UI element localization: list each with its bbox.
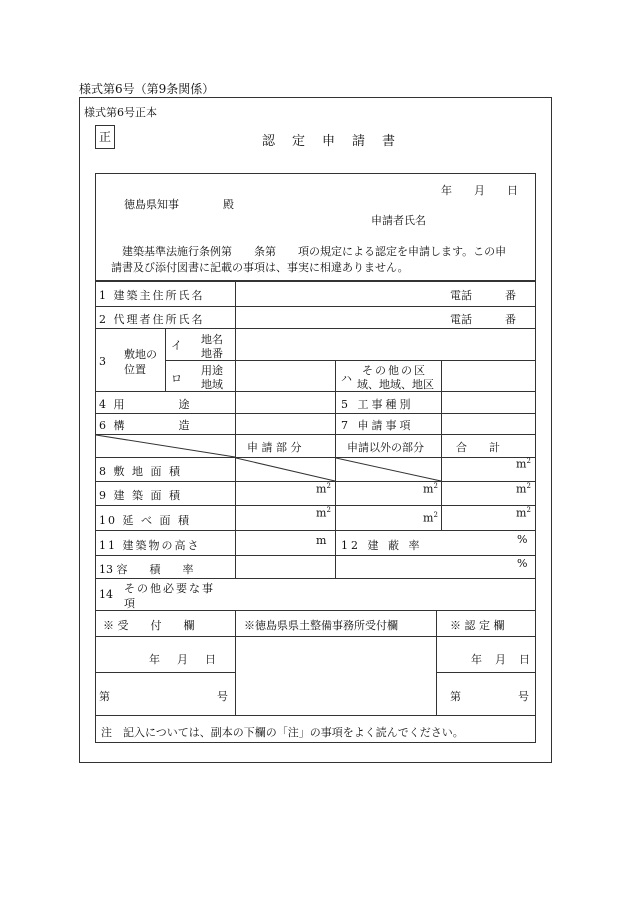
row-3-i-a: 地名: [201, 333, 223, 346]
row-3-ha-mark: ハ: [341, 372, 352, 385]
office-reception-label: ※徳島県県土整備事務所受付欄: [244, 619, 398, 632]
col-total-header: 合 計: [456, 441, 500, 454]
date-line: 年 月 日: [441, 184, 518, 197]
row-3-i-b: 地番: [201, 347, 223, 360]
row-5-label: 5 工事種別: [341, 398, 414, 411]
row-9-label: 9 建 築 面 積: [99, 489, 182, 502]
row-1-phone: 電話 番: [450, 289, 516, 302]
row-1-label: 1 建築主住所氏名: [99, 289, 205, 302]
form-caption: 様式第6号（第9条関係）: [79, 82, 215, 96]
col-other-header: 申請以外の部分: [347, 441, 424, 454]
row-3-num: 3: [99, 355, 106, 368]
row-11-unit: m: [316, 534, 327, 547]
row-3-label: 敷地の: [124, 348, 157, 361]
applicant-label: 申請者氏名: [371, 214, 426, 227]
row-3-ha-a: その他の区: [362, 364, 427, 377]
row-14-label-b: 項: [124, 597, 135, 610]
row-8-label: 8 敷 地 面 積: [99, 465, 182, 478]
row-9-unit-other: $m^2$: [423, 482, 438, 496]
approval-label: ※ 認 定 欄: [450, 619, 505, 632]
row-9-unit-applied: $m^2$: [316, 482, 331, 496]
row-10-label: 10 延 べ 面 積: [99, 514, 191, 527]
row-3-i-mark: イ: [171, 339, 182, 352]
row-3-ro-a: 用途: [201, 364, 223, 377]
row-4-label: 4 用 途: [99, 398, 192, 411]
row-10-unit-total: $m^2$: [516, 506, 531, 520]
row-12-label: 12 建 蔽 率: [341, 539, 423, 552]
form-title: 認 定 申 請 書: [262, 134, 398, 149]
row-3-ro-mark: ロ: [171, 372, 182, 385]
row-2-label: 2 代理者住所氏名: [99, 313, 205, 326]
row-3-label-2: 位置: [124, 363, 146, 376]
row-10-unit-other: $m^2$: [423, 511, 438, 525]
row-10-unit-applied: $m^2$: [316, 506, 331, 520]
row-12-unit: %: [517, 533, 528, 546]
row-13-unit: %: [517, 557, 528, 570]
reception-number-suffix: 号: [217, 690, 228, 703]
row-14-num: 14: [99, 588, 113, 601]
approval-date: 年 月 日: [471, 653, 531, 666]
row-8-unit-total: $m^2$: [516, 457, 531, 471]
declaration-line-1: 建築基準法施行条例第 条第 項の規定による認定を申請します。この申: [122, 245, 507, 258]
addressee: 徳島県知事 殿: [124, 198, 234, 211]
note: 注 記入については、副本の下欄の「注」の事項をよく読んでください。: [101, 726, 464, 739]
row-2-phone: 電話 番: [450, 313, 516, 326]
reception-date: 年 月 日: [149, 653, 219, 666]
approval-number-suffix: 号: [518, 690, 529, 703]
copy-label: 様式第6号正本: [84, 106, 157, 119]
row-14-label-a: その他必要な事: [124, 582, 215, 595]
row-7-label: 7 申請事項: [341, 419, 414, 432]
reception-number-prefix: 第: [99, 690, 110, 703]
row-11-label: 11 建築物の高さ: [99, 539, 201, 552]
row-13-label: 13 容 積 率: [99, 563, 194, 576]
row-6-label: 6 構 造: [99, 419, 192, 432]
declaration-line-2: 請書及び添付図書に記載の事項は、事実に相違ありません。: [111, 261, 409, 274]
reception-label: ※ 受 付 欄: [103, 619, 195, 632]
row-3-ro-b: 地域: [201, 378, 223, 391]
col-applied-header: 申 請 部 分: [247, 441, 302, 454]
row-9-unit-total: $m^2$: [516, 482, 531, 496]
approval-number-prefix: 第: [450, 690, 461, 703]
sei-mark: 正: [95, 125, 115, 149]
row-3-ha-b: 域、地域、地区: [357, 378, 434, 391]
